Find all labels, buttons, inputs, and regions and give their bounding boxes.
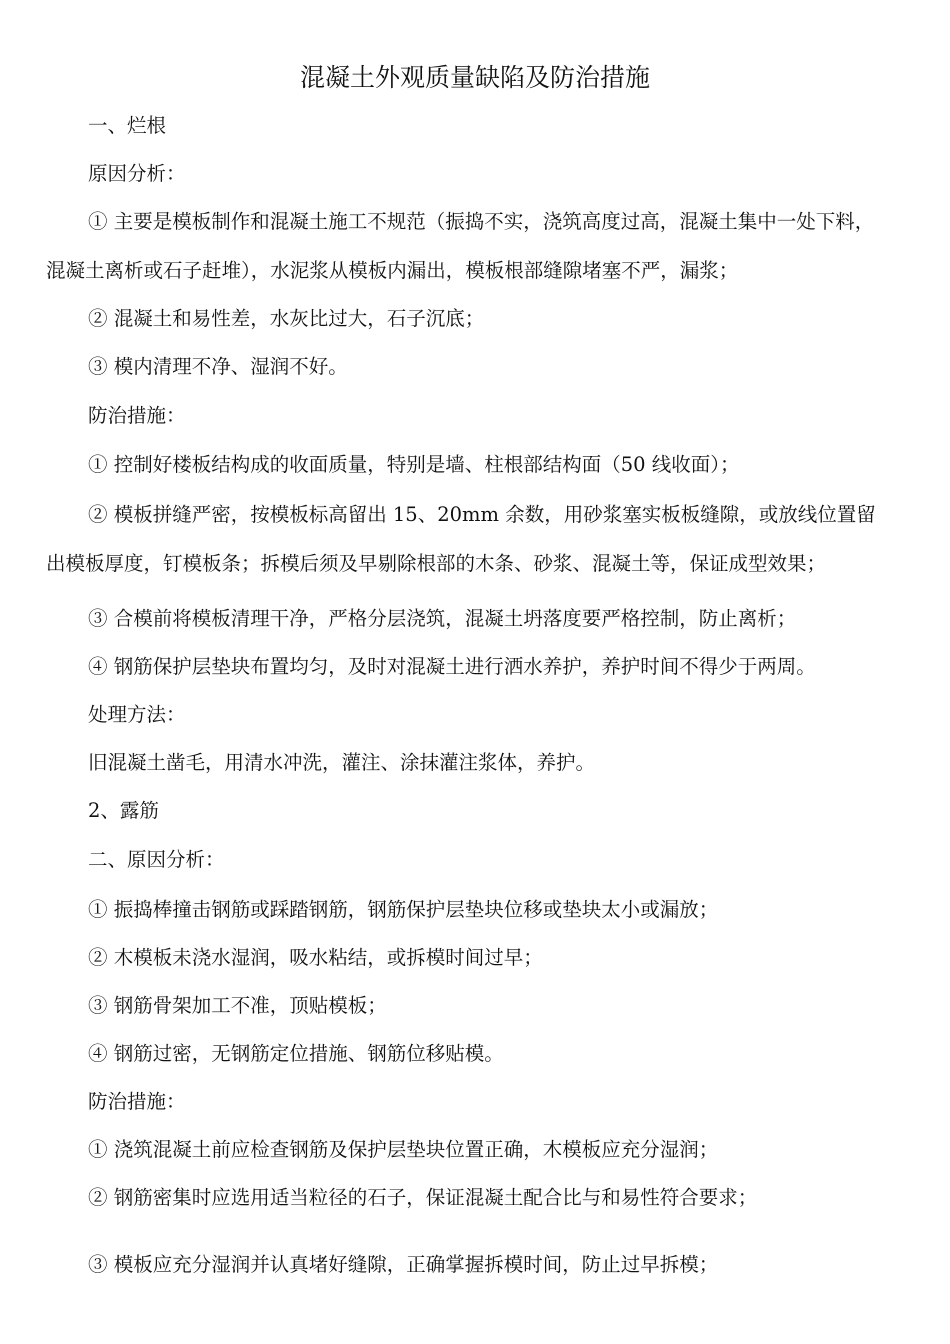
paragraph-line: ① 浇筑混凝土前应检查钢筋及保护层垫块位置正确，木模板应充分湿润； [88, 1138, 719, 1161]
paragraph-line: ③ 合模前将模板清理干净，严格分层浇筑，混凝土坍落度要严格控制，防止离析； [88, 607, 797, 630]
paragraph-line: ① 主要是模板制作和混凝土施工不规范（振捣不实，浇筑高度过高，混凝土集中一处下料， [88, 210, 875, 233]
paragraph-line: 出模板厚度，钉模板条；拆模后须及早剔除根部的木条、砂浆、混凝土等，保证成型效果； [46, 552, 827, 575]
subheading: 防治措施： [88, 404, 186, 427]
paragraph-line: ① 控制好楼板结构成的收面质量，特别是墙、柱根部结构面（50 线收面）； [88, 453, 740, 476]
subheading: 防治措施： [88, 1090, 186, 1113]
paragraph-line: ② 模板拼缝严密，按模板标高留出 15、20mm 余数，用砂浆塞实板板缝隙，或放线位置留 [88, 503, 876, 526]
paragraph-line: ③ 模板应充分湿润并认真堵好缝隙，正确掌握拆模时间，防止过早拆模； [88, 1253, 719, 1276]
paragraph-line: ④ 钢筋保护层垫块布置均匀，及时对混凝土进行洒水养护，养护时间不得少于两周。 [88, 655, 816, 678]
paragraph-line: ④ 钢筋过密，无钢筋定位措施、钢筋位移贴模。 [88, 1042, 504, 1065]
paragraph-line: ② 钢筋密集时应选用适当粒径的石子，保证混凝土配合比与和易性符合要求； [88, 1186, 758, 1209]
subheading: 原因分析： [88, 162, 186, 185]
paragraph-line: ② 木模板未浇水湿润，吸水粘结，或拆模时间过早； [88, 946, 543, 969]
paragraph-line: ③ 模内清理不净、湿润不好。 [88, 355, 348, 378]
paragraph-line: ③ 钢筋骨架加工不准，顶贴模板； [88, 994, 387, 1017]
subheading: 二、原因分析： [88, 848, 225, 871]
paragraph-line: ① 振捣棒撞击钢筋或踩踏钢筋，钢筋保护层垫块位移或垫块太小或漏放； [88, 898, 719, 921]
paragraph-line: 混凝土离析或石子赶堆），水泥浆从模板内漏出，模板根部缝隙堵塞不严，漏浆； [46, 259, 739, 282]
paragraph-line: ② 混凝土和易性差，水灰比过大，石子沉底； [88, 307, 485, 330]
section-heading: 2、露筋 [88, 799, 159, 822]
page-title: 混凝土外观质量缺陷及防治措施 [299, 63, 650, 92]
paragraph-line: 旧混凝土凿毛，用清水冲洗，灌注、涂抹灌注浆体，养护。 [88, 751, 596, 774]
subheading: 处理方法： [88, 703, 186, 726]
section-heading: 一、烂根 [88, 114, 167, 137]
